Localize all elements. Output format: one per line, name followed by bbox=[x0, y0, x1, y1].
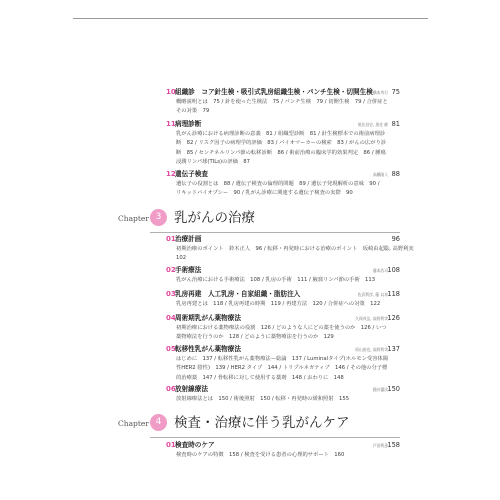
entry-title-row bbox=[166, 119, 400, 130]
entry-title: 組織診 コア針生検・吸引式乳房組織生検・パンチ生検・切開生検 bbox=[175, 88, 373, 96]
toc-entry-03[interactable] bbox=[166, 289, 400, 309]
entry-title: 転移性乳がん薬物療法 bbox=[175, 345, 241, 353]
entry-page: 81 bbox=[391, 120, 400, 128]
toc-entry-05[interactable] bbox=[166, 344, 400, 383]
entry-number: 01 bbox=[166, 441, 176, 449]
entry-number: 12 bbox=[166, 170, 176, 178]
entry-line: 浸潤リンパ球(TILs)の評価 87 bbox=[176, 159, 250, 166]
entry-page: 150 bbox=[387, 385, 400, 393]
entry-title: 周術期乳がん薬物療法 bbox=[175, 314, 241, 322]
entry-title: 乳房再建 人工乳房・自家組織・脂肪注入 bbox=[175, 290, 301, 298]
toc-entry-ch4-01[interactable] bbox=[166, 440, 400, 460]
entry-title-row bbox=[166, 384, 400, 395]
entry-title-row bbox=[166, 440, 400, 451]
entry-number: 06 bbox=[166, 385, 176, 393]
entry-author: 高橋隆人 bbox=[372, 172, 388, 177]
entry-line: 的治療薬 147 / 骨転移に対して使用する薬剤 148 / おわりに 148 bbox=[176, 374, 344, 381]
entry-page: 108 bbox=[387, 266, 400, 274]
toc-entry-12[interactable] bbox=[166, 169, 400, 199]
entry-title-row bbox=[166, 344, 400, 355]
chapter-title: 乳がんの治療 bbox=[174, 210, 255, 226]
entry-author: 藤本浩司 bbox=[372, 268, 388, 273]
toc-entry-01[interactable] bbox=[166, 234, 414, 264]
chapter-title: 検査・治療に伴う乳がんケア bbox=[174, 415, 350, 431]
entry-title: 手術療法 bbox=[175, 266, 202, 274]
entry-line: 102 bbox=[176, 255, 187, 262]
entry-line: 性HER2 陰性) 139 / HER2 タイプ 144 / トリプルネガティブ 146 / その他の分子標 bbox=[176, 365, 388, 372]
entry-title-row bbox=[166, 234, 400, 245]
entry-author: 佐武利彦, 藤 以寿 bbox=[357, 292, 388, 297]
entry-line: 遺伝子の役割とは 88 / 遺伝子検査の倫理的問題 89 / 遺伝子発現解析の意味 90 / bbox=[176, 181, 380, 187]
entry-number: 05 bbox=[166, 345, 176, 353]
entry-line: 乳がん治療における手術療法 108 / 乳房の手術 111 / 腋窩リンパ節の手術 113 bbox=[176, 277, 376, 283]
entry-line: 概略説明とは 75 / 針を使った生検法 75 / パンチ生検 79 / 切開生検 79 / 合併症と bbox=[176, 99, 388, 105]
entry-page: 118 bbox=[387, 290, 400, 298]
entry-author: 原山裕也, 高野利実 bbox=[355, 347, 388, 352]
toc-entry-10[interactable] bbox=[166, 87, 400, 117]
entry-page: 88 bbox=[391, 170, 400, 178]
entry-line: 乳がん診療における病理診断の意義 81 / 組織型診断 81 / 針生検標本での術前病理診 bbox=[176, 131, 386, 137]
entry-page: 75 bbox=[391, 88, 400, 96]
entry-number: 03 bbox=[166, 290, 176, 298]
entry-page: 96 bbox=[391, 235, 400, 243]
toc-entry-02[interactable] bbox=[166, 265, 400, 285]
entry-title-row bbox=[166, 313, 400, 324]
chapter-number-badge: 3 bbox=[150, 209, 167, 226]
entry-title: 病理診断 bbox=[175, 120, 202, 128]
entry-line: リキッドバイオプシー 90 / 乳がん診療に関連する遺伝子検査の実際 90 bbox=[176, 190, 353, 197]
entry-number: 04 bbox=[166, 314, 176, 322]
entry-author: 黒住昌史, 黒住 献 bbox=[357, 122, 388, 127]
entry-number: 10 bbox=[166, 88, 176, 96]
entry-line: 放射線療法とは 150 / 術後照射 150 / 転移・再発時の緩和照射 155 bbox=[176, 396, 350, 402]
chapter-rule bbox=[150, 437, 400, 438]
entry-title-row bbox=[166, 87, 400, 98]
entry-title: 遺伝子検査 bbox=[175, 170, 208, 178]
top-rule bbox=[73, 18, 428, 19]
entry-title: 放射線療法 bbox=[175, 385, 208, 393]
chapter-4-heading[interactable] bbox=[118, 412, 400, 436]
entry-title-row bbox=[166, 289, 400, 300]
entry-line: 薬物療法を行うのか 128 / どのように薬物療法を行うのか 129 bbox=[176, 334, 334, 341]
chapter-3-heading[interactable] bbox=[118, 207, 400, 231]
entry-author: 橋本秀行 bbox=[372, 90, 388, 95]
entry-page: 126 bbox=[387, 314, 400, 322]
entry-author: 久保茂弘, 高野利実 bbox=[355, 316, 388, 321]
chapter-label: Chapter bbox=[118, 214, 149, 223]
entry-number: 02 bbox=[166, 266, 176, 274]
chapter-label: Chapter bbox=[118, 419, 149, 428]
entry-number: 11 bbox=[166, 120, 176, 128]
entry-line: はじめに 137 / 転移性乳がん薬物療法ー総論 137 / Luminalタイプ(ホルモン受容体陽 bbox=[176, 356, 389, 362]
entry-line: 検査時のケアの特徴 158 / 検査を受ける患者の心理的サポート 160 bbox=[176, 452, 345, 458]
entry-number: 01 bbox=[166, 235, 176, 243]
chapter-number-badge: 4 bbox=[150, 414, 167, 431]
entry-line: 乳房再建とは 118 / 乳房再建の時期 119 / 再建方法 120 / 合併症への対策 122 bbox=[176, 301, 381, 307]
entry-page: 137 bbox=[387, 345, 400, 353]
entry-line: その対策 79 bbox=[176, 108, 210, 115]
entry-page: 158 bbox=[387, 441, 400, 449]
entry-author: 随川優次 bbox=[372, 387, 388, 392]
entry-line: 初期治療における薬物療法の役割 126 / どのような人にどの薬を使うのか 126 / いつ bbox=[176, 325, 387, 331]
entry-title: 治療計画 bbox=[175, 235, 202, 243]
entry-line: 断 85 / センチネルリンパ節の転移診断 86 / 術前治療の臨床学的効果判定 86 / 腫瘍 bbox=[176, 149, 386, 156]
entry-title-row bbox=[166, 265, 400, 276]
entry-title-row bbox=[166, 169, 400, 180]
entry-line: 初期治療のポイント 鈴木正人 96 / 転移・再発時における治療のポイント 坂崎由起聡, 高野利実 bbox=[176, 246, 414, 252]
toc-entry-04[interactable] bbox=[166, 313, 400, 343]
entry-author: 戸田利恵 bbox=[372, 443, 388, 448]
entry-title: 検査時のケア bbox=[175, 441, 215, 449]
toc-entry-06[interactable] bbox=[166, 384, 400, 404]
entry-line: 断 82 / リスク因子の病理学的評価 83 / バイオマーカーの検索 83 / がんの広がり診 bbox=[176, 140, 387, 147]
chapter-rule bbox=[150, 232, 400, 233]
toc-entry-11[interactable] bbox=[166, 119, 400, 168]
